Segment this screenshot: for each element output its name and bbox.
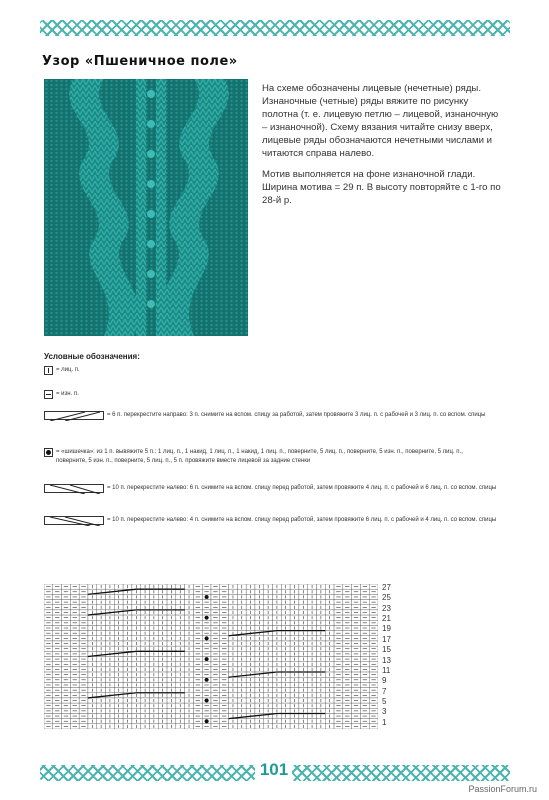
legend-item-knit bbox=[44, 366, 80, 375]
legend-item-cable10b bbox=[44, 516, 496, 525]
bobble-icon bbox=[44, 448, 53, 457]
legend-text-cable6: = 6 п. перекрестите направо: 3 п. снимите на вспом. спицу за работой, затем провяжите 3 лиц. п. с рабочей и 3 лиц. п. со вспом. спицы bbox=[107, 412, 486, 418]
bobble-mark bbox=[205, 616, 209, 620]
bobble-mark bbox=[205, 678, 209, 682]
bobble-mark bbox=[205, 595, 209, 599]
pattern-description bbox=[262, 82, 502, 215]
decorative-border-bottom-left bbox=[40, 765, 255, 781]
legend-text-cable10b: = 10 п. перекрестите налево: 4 п. снимите на вспом. спицу перед работой, затем провяжите 6 лиц. п. с рабочей и 4 лиц. п. со вспом. спицы bbox=[107, 517, 497, 523]
chart-row-number: 15 bbox=[382, 645, 391, 655]
chart-row-number: 27 bbox=[382, 583, 391, 592]
legend-text-purl: = изн. п. bbox=[56, 391, 79, 397]
bobble-mark bbox=[205, 636, 209, 640]
legend-title: Условные обозначения: bbox=[44, 352, 140, 361]
legend-item-cable10a bbox=[44, 484, 496, 493]
chart-row-number: 7 bbox=[382, 686, 387, 696]
cable-10-left-a-icon bbox=[44, 484, 104, 493]
page-number: 101 bbox=[259, 760, 289, 779]
bobble-mark bbox=[205, 699, 209, 703]
legend-text-knit: = лиц. п. bbox=[56, 367, 80, 373]
legend-item-purl bbox=[44, 390, 79, 399]
cable-10-left-b-icon bbox=[44, 516, 104, 525]
bobble-mark bbox=[205, 657, 209, 661]
decorative-border-bottom-right bbox=[292, 765, 510, 781]
page-title: Узор «Пшеничное поле» bbox=[42, 54, 238, 69]
site-credit: PassionForum.ru bbox=[468, 784, 537, 794]
bobble-mark bbox=[205, 719, 209, 723]
chart-row-number: 21 bbox=[382, 614, 391, 624]
legend-text-cable10a: = 10 п. перекрестите налево: 6 п. снимите на вспом. спицу перед работой, затем провяжите 4 лиц. п. с рабочей и 6 лиц. п. со вспом. спицы bbox=[107, 485, 497, 491]
description-paragraph-1: На схеме обозначены лицевые (нечетные) ряды. Изнаночные (четные) ряды вяжите по рисунку полотна (т. е. лицевую петлю – лицевой, изнаночную – изнаночной). Схему вязания читайте снизу вверх, лицевые ряды обозначаются нечетными числами и читаются справа налево. bbox=[262, 83, 499, 159]
chart-row-number: 3 bbox=[382, 707, 387, 717]
legend-item-cable6 bbox=[44, 411, 485, 420]
description-paragraph-2: Мотив выполняется на фоне изнаночной глади. Ширина мотива = 29 п. В высоту повторяйте с 1-го по 28-й р. bbox=[262, 169, 501, 206]
knit-stitch-icon bbox=[44, 366, 53, 375]
knitting-photo-image bbox=[44, 79, 248, 336]
chart-row-number: 13 bbox=[382, 655, 391, 665]
chart-row-number: 19 bbox=[382, 624, 391, 634]
knitting-photo bbox=[44, 79, 248, 336]
decorative-border-top bbox=[40, 20, 510, 36]
chart-row-number: 23 bbox=[382, 603, 391, 613]
cable-6-icon bbox=[44, 411, 104, 420]
chart-row-number: 1 bbox=[382, 717, 387, 727]
purl-stitch-icon bbox=[44, 390, 53, 399]
chart-row-number: 11 bbox=[382, 665, 391, 675]
chart-row-number: 25 bbox=[382, 593, 391, 603]
legend-item-bobble bbox=[44, 448, 476, 466]
legend-text-bobble: = «шишечка»: из 1 п. вывяжите 5 п.: 1 лиц. п., 1 накид, 1 лиц. п., 1 накид, 1 лиц. п., поверните, 5 лиц. п., поверните, 5 изн. п., поверните, 5 лиц. п., поверните, 5 изн. п., поверните, 5 лиц. п., 5 п. провяжите вместе лицевой за задние стенки bbox=[56, 449, 463, 464]
chart-row-number: 5 bbox=[382, 696, 387, 706]
chart-row-number: 9 bbox=[382, 676, 387, 686]
knitting-chart bbox=[44, 584, 378, 729]
chart-row-number: 17 bbox=[382, 634, 391, 644]
